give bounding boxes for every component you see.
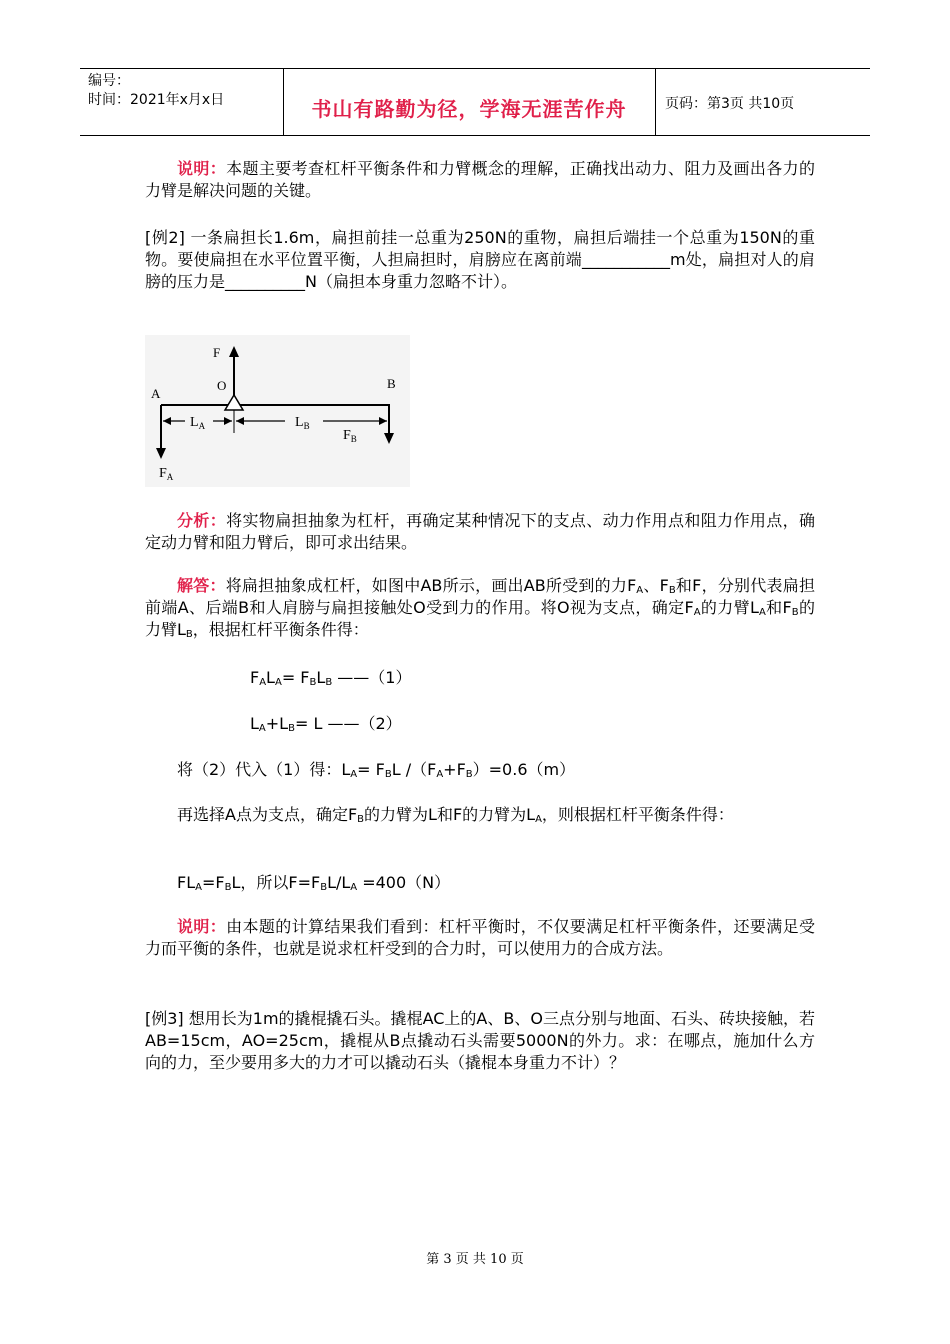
second-fulcrum-paragraph bbox=[145, 804, 815, 826]
para-part: ，则根据杠杆平衡条件得： bbox=[541, 805, 734, 824]
note-text: 本题主要考查杠杆平衡条件和力臂概念的理解，正确找出动力、阻力及画出各力的力臂是解决问题的关键。 bbox=[145, 159, 815, 200]
sub: B bbox=[384, 769, 392, 780]
equation-3 bbox=[177, 759, 575, 781]
sub: A bbox=[350, 882, 358, 893]
eq-part: FL bbox=[177, 873, 196, 892]
label-la-sub: A bbox=[198, 421, 206, 431]
solution-text: 的力臂L bbox=[145, 598, 815, 639]
label-o: O bbox=[217, 378, 227, 393]
eq-part: 将（2）代入（1）得：L bbox=[177, 760, 351, 779]
example-2-paragraph: [例2] 一条扁担长1.6m，扁担前挂一总重为250N的重物，扁担后端挂一个总重为150N的重物。要使扁担在水平位置平衡，人担扁担时，肩膀应在离前端___________m处，扁担对人的肩膀的压力是__________N（扁担本身重力忽略不计）。 bbox=[145, 228, 815, 291]
header-page-number: 页码：第3页 共10页 bbox=[665, 96, 795, 112]
sub: A bbox=[693, 607, 701, 618]
equation-1 bbox=[250, 667, 411, 689]
note2-text: 由本题的计算结果我们看到：杠杆平衡时，不仅要满足杠杆平衡条件，还要满足受力而平衡的条件，也就是说求杠杆受到的合力时，可以使用力的合成方法。 bbox=[145, 917, 815, 958]
doc-number: 编号： bbox=[88, 73, 130, 89]
label-fb-main: F bbox=[343, 428, 351, 443]
label-fa-sub: A bbox=[166, 472, 174, 482]
para-part: 的力臂为L和F的力臂为L bbox=[364, 805, 536, 824]
eq-part: = F bbox=[281, 668, 310, 687]
sub: A bbox=[195, 882, 202, 893]
sub: A bbox=[535, 814, 542, 825]
solution-text: 的力臂L bbox=[700, 598, 759, 617]
sub: A bbox=[636, 585, 644, 596]
analysis-text: 将实物扁担抽象为杠杆，再确定某种情况下的支点、动力作用点和阻力作用点，确定动力臂和阻力臂后，即可求出结果。 bbox=[145, 511, 815, 552]
label-b: B bbox=[387, 376, 396, 391]
analysis-label: 分析： bbox=[177, 511, 227, 530]
solution-text: 和F，分别代表扁担前端A、后端B和人肩膀与扁担接触处O受到力的作用。将O视为支点，确定F bbox=[145, 576, 815, 617]
eq-part: L bbox=[266, 668, 275, 687]
eq-part: L，所以F=F bbox=[231, 873, 321, 892]
header-top-rule bbox=[80, 68, 870, 69]
eq-part: ）=0.6（m） bbox=[472, 760, 576, 779]
sub: A bbox=[350, 769, 358, 780]
sub: A bbox=[259, 677, 267, 688]
doc-date: 时间：2021年x月x日 bbox=[88, 92, 225, 108]
eq-part: = L ——（2） bbox=[294, 714, 402, 733]
label-lb-main: L bbox=[295, 415, 304, 430]
solution-paragraph bbox=[145, 575, 815, 641]
eq-part: =F bbox=[201, 873, 225, 892]
sub: A bbox=[758, 607, 766, 618]
eq-part: L/L bbox=[327, 873, 351, 892]
solution-text: 将扁担抽象成杠杆，如图中AB所示，画出AB所受到的力F bbox=[225, 576, 637, 595]
eq-part: F bbox=[250, 668, 260, 687]
header-meta bbox=[88, 72, 224, 110]
note-label: 说明： bbox=[177, 159, 227, 178]
eq-part: ——（1） bbox=[332, 668, 412, 687]
sub: B bbox=[288, 723, 295, 734]
eq-part: L bbox=[316, 668, 326, 687]
equation-4 bbox=[177, 872, 450, 894]
eq-part: L bbox=[250, 714, 259, 733]
sub: B bbox=[309, 677, 317, 688]
eq-part: +F bbox=[443, 760, 466, 779]
solution-text: ，根据杠杆平衡条件得： bbox=[192, 620, 369, 639]
sub: B bbox=[668, 585, 676, 596]
note-paragraph-2 bbox=[145, 916, 815, 960]
analysis-paragraph bbox=[145, 510, 815, 554]
equation-2 bbox=[250, 713, 402, 735]
header-bottom-rule bbox=[80, 135, 870, 136]
sub: B bbox=[465, 769, 473, 780]
eq-part: L /（F bbox=[391, 760, 437, 779]
label-fb-sub: B bbox=[350, 434, 357, 444]
example-3-paragraph: [例3] 想用长为1m的撬棍撬石头。撬棍AC上的A、B、O三点分别与地面、石头、砖块接触，若AB=15cm，AO=25cm，撬棍从B点撬动石头需要5000N的外力。求：在哪点，施加什么方向的力，至少要用多大的力才可以撬动石头（撬棍本身重力不计）？ bbox=[145, 1009, 815, 1072]
sub: A bbox=[258, 723, 266, 734]
lever-diagram bbox=[145, 335, 410, 487]
solution-text: 、F bbox=[643, 576, 669, 595]
sub: A bbox=[436, 769, 444, 780]
label-f: F bbox=[213, 345, 221, 360]
sub: B bbox=[791, 607, 799, 618]
solution-label: 解答： bbox=[177, 576, 226, 595]
solution-text: 和F bbox=[765, 598, 792, 617]
sub: B bbox=[320, 882, 328, 893]
sub: A bbox=[274, 677, 282, 688]
header-motto: 书山有路勤为径，学海无涯苦作舟 bbox=[311, 97, 627, 121]
sub: B bbox=[224, 882, 232, 893]
sub: B bbox=[185, 629, 193, 640]
note-paragraph-1 bbox=[145, 158, 815, 202]
sub: B bbox=[357, 814, 365, 825]
para-part: 再选择A点为支点，确定F bbox=[177, 805, 358, 824]
eq-part: +L bbox=[265, 714, 289, 733]
eq-part: =400（N） bbox=[357, 873, 451, 892]
eq-part: = F bbox=[357, 760, 385, 779]
sub: B bbox=[325, 677, 333, 688]
label-la-main: L bbox=[190, 415, 199, 430]
figure-background bbox=[145, 335, 410, 487]
label-lb-sub: B bbox=[303, 421, 310, 431]
note2-label: 说明： bbox=[177, 917, 227, 936]
label-a: A bbox=[151, 386, 161, 401]
page-footer: 第 3 页 共 10 页 bbox=[426, 1252, 524, 1267]
label-fa-main: F bbox=[159, 466, 167, 481]
header-divider-right bbox=[655, 68, 656, 135]
